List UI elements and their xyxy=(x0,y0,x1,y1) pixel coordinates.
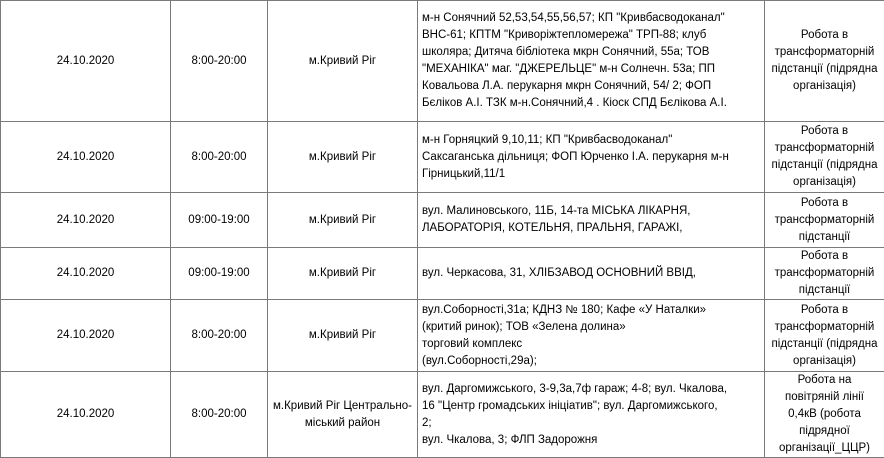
reason-cell xyxy=(765,372,884,458)
cell-line: м-н Горняцкий 9,10,11; КП "Кривбасводоканал" xyxy=(422,132,760,149)
reason-cell xyxy=(765,193,884,248)
cell-line: підрядної xyxy=(769,423,880,440)
cell-line: м.Кривий Ріг xyxy=(272,327,413,344)
date-cell: 24.10.2020 xyxy=(1,248,171,300)
date-cell: 24.10.2020 xyxy=(1,193,171,248)
cell-line: торговий комплекс xyxy=(422,336,760,353)
table-row xyxy=(1,372,884,458)
cell-line: "МЕХАНІКА" маг. "ДЖЕРЕЛЬЦЕ" м-н Солнечн. 53а; ПП xyxy=(422,61,760,78)
cell-line: підстанції (підрядна xyxy=(769,61,880,78)
time-cell: 8:00-20:00 xyxy=(171,372,268,458)
cell-line: організація) xyxy=(769,78,880,95)
cell-line: Робота на xyxy=(769,372,880,389)
table-row xyxy=(1,193,884,248)
cell-line: м.Кривий Ріг Центрально- xyxy=(272,398,413,415)
cell-line: Робота в xyxy=(769,123,880,140)
cell-line: трансформаторній xyxy=(769,44,880,61)
time-cell: 8:00-20:00 xyxy=(171,1,268,122)
cell-line: 0,4кВ (робота xyxy=(769,406,880,423)
place-cell xyxy=(268,122,418,193)
table-row xyxy=(1,1,884,122)
address-cell xyxy=(418,372,765,458)
cell-line: Робота в xyxy=(769,27,880,44)
cell-line: Бєліков А.І. ТЗК м-н.Сонячний,4 . Кіоск СПД Бєлікова А.І. xyxy=(422,95,760,112)
cell-line: Робота в xyxy=(769,195,880,212)
cell-line: м.Кривий Ріг xyxy=(272,265,413,282)
reason-cell xyxy=(765,248,884,300)
cell-line: м-н Сонячний 52,53,54,55,56,57; КП "Кривбасводоканал" xyxy=(422,10,760,27)
cell-line: вул. Малиновського, 11Б, 14-та МІСЬКА ЛІКАРНЯ, xyxy=(422,203,760,220)
date-cell: 24.10.2020 xyxy=(1,1,171,122)
cell-line: Робота в xyxy=(769,248,880,265)
cell-line: вул.Соборності,31а; КДНЗ № 180; Кафе «У Наталки» xyxy=(422,302,760,319)
place-cell xyxy=(268,193,418,248)
cell-line: школяра; Дитяча бібліотека мкрн Сонячний, 55а; ТОВ xyxy=(422,44,760,61)
table-row xyxy=(1,300,884,372)
cell-line: Гірницький,11/1 xyxy=(422,166,760,183)
cell-line: підстанції (підрядна xyxy=(769,336,880,353)
cell-line: 2; xyxy=(422,415,760,432)
place-cell xyxy=(268,300,418,372)
cell-line: ЛАБОРАТОРІЯ, КОТЕЛЬНЯ, ПРАЛЬНЯ, ГАРАЖІ, xyxy=(422,220,760,237)
date-cell: 24.10.2020 xyxy=(1,122,171,193)
cell-line: Саксаганська дільниця; ФОП Юрченко І.А. перукарня м-н xyxy=(422,149,760,166)
cell-line: вул. Чкалова, 3; ФЛП Задорожня xyxy=(422,432,760,449)
date-cell: 24.10.2020 xyxy=(1,372,171,458)
cell-line: (вул.Соборності,29а); xyxy=(422,353,760,370)
cell-line: організація) xyxy=(769,353,880,370)
cell-line: Ковальова Л.А. перукарня мкрн Сонячний, 54/ 2; ФОП xyxy=(422,78,760,95)
place-cell xyxy=(268,248,418,300)
cell-line: підстанції xyxy=(769,282,880,299)
outage-table-body xyxy=(1,1,884,458)
reason-cell xyxy=(765,1,884,122)
address-cell xyxy=(418,1,765,122)
place-cell xyxy=(268,1,418,122)
table-row xyxy=(1,248,884,300)
cell-line: м.Кривий Ріг xyxy=(272,149,413,166)
cell-line: трансформаторній xyxy=(769,212,880,229)
cell-line: трансформаторній xyxy=(769,265,880,282)
cell-line: трансформаторній xyxy=(769,319,880,336)
cell-line: підстанції (підрядна xyxy=(769,157,880,174)
cell-line: м.Кривий Ріг xyxy=(272,212,413,229)
address-cell xyxy=(418,193,765,248)
place-cell xyxy=(268,372,418,458)
address-cell xyxy=(418,122,765,193)
time-cell: 09:00-19:00 xyxy=(171,248,268,300)
cell-line: м.Кривий Ріг xyxy=(272,53,413,70)
date-cell: 24.10.2020 xyxy=(1,300,171,372)
cell-line: Робота в xyxy=(769,302,880,319)
cell-line: повітряній лінії xyxy=(769,389,880,406)
cell-line: вул. Даргомижського, 3-9,3а,7ф гараж; 4-8; вул. Чкалова, xyxy=(422,381,760,398)
reason-cell xyxy=(765,300,884,372)
cell-line: вул. Черкасова, 31, ХЛІБЗАВОД ОСНОВНИЙ ВВІД, xyxy=(422,265,760,282)
cell-line: 16 "Центр громадських ініціатив"; вул. Даргомижського, xyxy=(422,398,760,415)
address-cell xyxy=(418,300,765,372)
cell-line: ВНС-61; КПТМ "Криворіжтепломережа" ТРП-88; клуб xyxy=(422,27,760,44)
table-row xyxy=(1,122,884,193)
time-cell: 8:00-20:00 xyxy=(171,300,268,372)
cell-line: організації_ЦЦР) xyxy=(769,440,880,457)
cell-line: міський район xyxy=(272,415,413,432)
time-cell: 8:00-20:00 xyxy=(171,122,268,193)
cell-line: організація) xyxy=(769,174,880,191)
cell-line: (критий ринок); ТОВ «Зелена долина» xyxy=(422,319,760,336)
address-cell xyxy=(418,248,765,300)
time-cell: 09:00-19:00 xyxy=(171,193,268,248)
cell-line: підстанції xyxy=(769,229,880,246)
cell-line: трансформаторній xyxy=(769,140,880,157)
reason-cell xyxy=(765,122,884,193)
